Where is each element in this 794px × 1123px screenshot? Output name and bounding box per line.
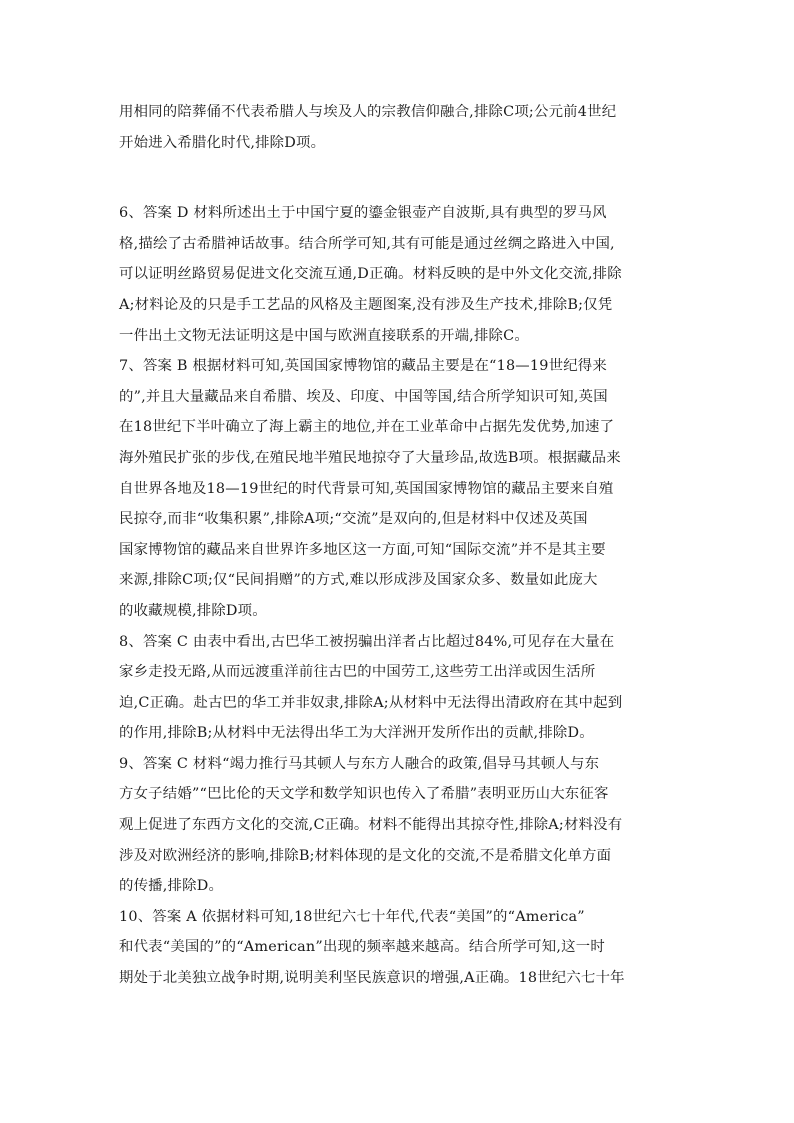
text-line: 开始进入希腊化时代,排除D项。 <box>119 134 326 151</box>
answer-8-line: 的作用,排除B;从材料中无法得出华工为大洋洲开发所作出的贡献,排除D。 <box>119 725 594 742</box>
answer-10-line: 10、答案 A 依据材料可知,18世纪六七十年代,代表“美国”的“America” <box>119 908 585 925</box>
answer-8-line: 8、答案 C 由表中看出,古巴华工被拐骗出洋者占比超过84%,可见存在大量在 <box>119 633 615 650</box>
paragraph-gap <box>119 158 679 198</box>
answer-10-line: 和代表“美国的”的“American”出现的频率越来越高。结合所学可知,这一时 <box>119 939 605 956</box>
answer-9-line: 观上促进了东西方文化的交流,C正确。材料不能得出其掠夺性,排除A;材料没有 <box>119 817 623 834</box>
answer-8-line: 家乡走投无路,从而远渡重洋前往古巴的中国劳工,这些劳工出洋或因生活所 <box>119 664 596 681</box>
answer-7-line: 海外殖民扩张的步伐,在殖民地半殖民地掠夺了大量珍品,故选B项。根据藏品来 <box>119 449 621 466</box>
answer-10-line: 期处于北美独立战争时期,说明美利坚民族意识的增强,A正确。18世纪六七十年 <box>119 970 625 987</box>
paragraph-previous-continuation <box>119 97 679 158</box>
answer-7-line: 民掠夺,而非“收集积累”,排除A项;“交流”是双向的,但是材料中仅述及英国 <box>119 511 588 528</box>
answer-6-line: 可以证明丝路贸易促进文化交流互通,D正确。材料反映的是中外文化交流,排除 <box>119 266 622 283</box>
answer-6-line: 一件出土文物无法证明这是中国与欧洲直接联系的开端,排除C。 <box>119 327 529 344</box>
answers-section <box>119 198 679 993</box>
answer-7-line: 在18世纪下半叶确立了海上霸主的地位,并在工业革命中占据先发优势,加速了 <box>119 419 615 436</box>
answer-7-line: 来源,排除C项;仅“民间捐赠”的方式,难以形成涉及国家众多、数量如此庞大 <box>119 572 598 589</box>
answer-6-line: 格,描绘了古希腊神话故事。结合所学可知,其有可能是通过丝绸之路进入中国, <box>119 235 615 252</box>
document-page <box>119 97 679 994</box>
answer-9-line: 方女子结婚”“巴比伦的天文学和数学知识也传入了希腊”表明亚历山大东征客 <box>119 786 609 803</box>
answer-9-line: 9、答案 C 材料“竭力推行马其顿人与东方人融合的政策,倡导马其顿人与东 <box>119 755 600 772</box>
answer-9-line: 涉及对欧洲经济的影响,排除B;材料体现的是文化的交流,不是希腊文化单方面 <box>119 847 612 864</box>
answer-7-line: 国家博物馆的藏品来自世界许多地区这一方面,可知“国际交流”并不是其主要 <box>119 541 606 558</box>
answer-7-line: 的收藏规模,排除D项。 <box>119 602 267 619</box>
answer-7-line: 7、答案 B 根据材料可知,英国国家博物馆的藏品主要是在“18—19世纪得来 <box>119 358 607 375</box>
answer-7-line: 的”,并且大量藏品来自希腊、埃及、印度、中国等国,结合所学知识可知,英国 <box>119 388 608 405</box>
answer-6-line: 6、答案 D 材料所述出土于中国宁夏的鎏金银壶产自波斯,具有典型的罗马风 <box>119 205 607 222</box>
answer-9-line: 的传播,排除D。 <box>119 878 224 895</box>
answer-7-line: 自世界各地及18—19世纪的时代背景可知,英国国家博物馆的藏品主要来自殖 <box>119 480 614 497</box>
text-line: 用相同的陪葬俑不代表希腊人与埃及人的宗教信仰融合,排除C项;公元前4世纪 <box>119 104 617 120</box>
answer-6-line: A;材料论及的只是手工艺品的风格及主题图案,没有涉及生产技术,排除B;仅凭 <box>119 296 613 313</box>
answer-8-line: 迫,C正确。赴古巴的华工并非奴隶,排除A;从材料中无法得出清政府在其中起到 <box>119 694 623 711</box>
